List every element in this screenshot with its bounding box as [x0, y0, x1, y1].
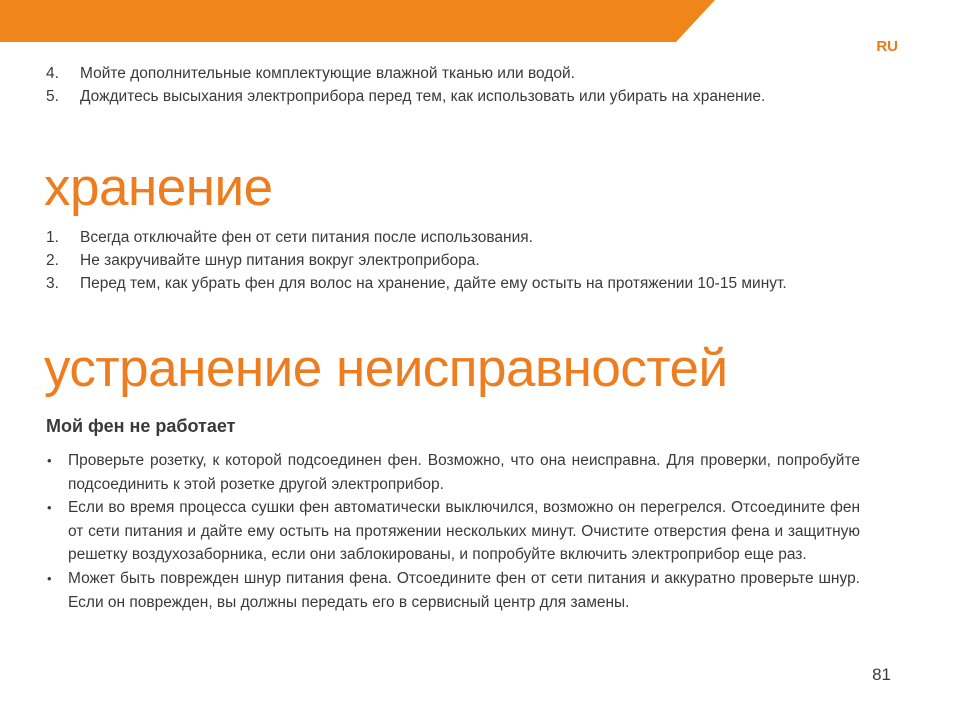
- list-item: [46, 272, 860, 295]
- list-item: [46, 85, 860, 108]
- list-item-text: Перед тем, как убрать фен для волос на хранение, дайте ему остыть на протяжении 10-15 минут.: [80, 275, 787, 292]
- bullet-icon: •: [47, 453, 52, 468]
- troubleshooting-subheading: Мой фен не работает: [46, 416, 236, 436]
- cleaning-steps-list: [46, 62, 860, 108]
- list-item: [46, 567, 860, 614]
- page-number: 81: [872, 665, 891, 684]
- list-item-text: Проверьте розетку, к которой подсоединен фен. Возможно, что она неисправна. Для проверки, попробуйте подсоединить к этой розетке другой электроприбор.: [68, 452, 860, 493]
- list-item-text: Мойте дополнительные комплектующие влажной тканью или водой.: [80, 65, 575, 82]
- list-item-number: 2.: [46, 252, 59, 269]
- list-item: [46, 226, 860, 249]
- list-item-number: 4.: [46, 65, 59, 82]
- troubleshooting-heading: устранение неисправностей: [44, 339, 728, 398]
- list-item: [46, 249, 860, 272]
- troubleshooting-list: [46, 449, 860, 614]
- list-item-text: Может быть поврежден шнур питания фена. Отсоедините фен от сети питания и аккуратно проверьте шнур. Если он поврежден, вы должны передать его в сервисный центр для замены.: [68, 569, 860, 611]
- list-item: [46, 62, 860, 85]
- bullet-icon: •: [47, 570, 52, 586]
- storage-steps-list: [46, 226, 860, 295]
- list-item: [46, 496, 860, 567]
- bullet-icon: •: [47, 500, 52, 516]
- list-item: [46, 449, 860, 496]
- list-item-number: 5.: [46, 88, 59, 105]
- list-item-text: Всегда отключайте фен от сети питания после использования.: [80, 229, 533, 246]
- list-item-text: Если во время процесса сушки фен автоматически выключился, возможно он перегрелся. Отсоедините фен от сети питания и дайте ему остыть на протяжении нескольких минут. Очистите отверстия фена и защитную решетку воздухозаборника, если они заблокированы, и попробуйте включить электроприбор еще раз.: [68, 499, 860, 564]
- list-item-number: 1.: [46, 229, 59, 246]
- list-item-text: Дождитесь высыхания электроприбора перед тем, как использовать или убирать на хранение.: [80, 88, 766, 105]
- list-item-text: Не закручивайте шнур питания вокруг электроприбора.: [80, 252, 480, 269]
- list-item-number: 3.: [46, 275, 59, 292]
- header-banner: [0, 0, 954, 42]
- storage-heading: хранение: [44, 158, 273, 217]
- language-tag: RU: [876, 38, 898, 55]
